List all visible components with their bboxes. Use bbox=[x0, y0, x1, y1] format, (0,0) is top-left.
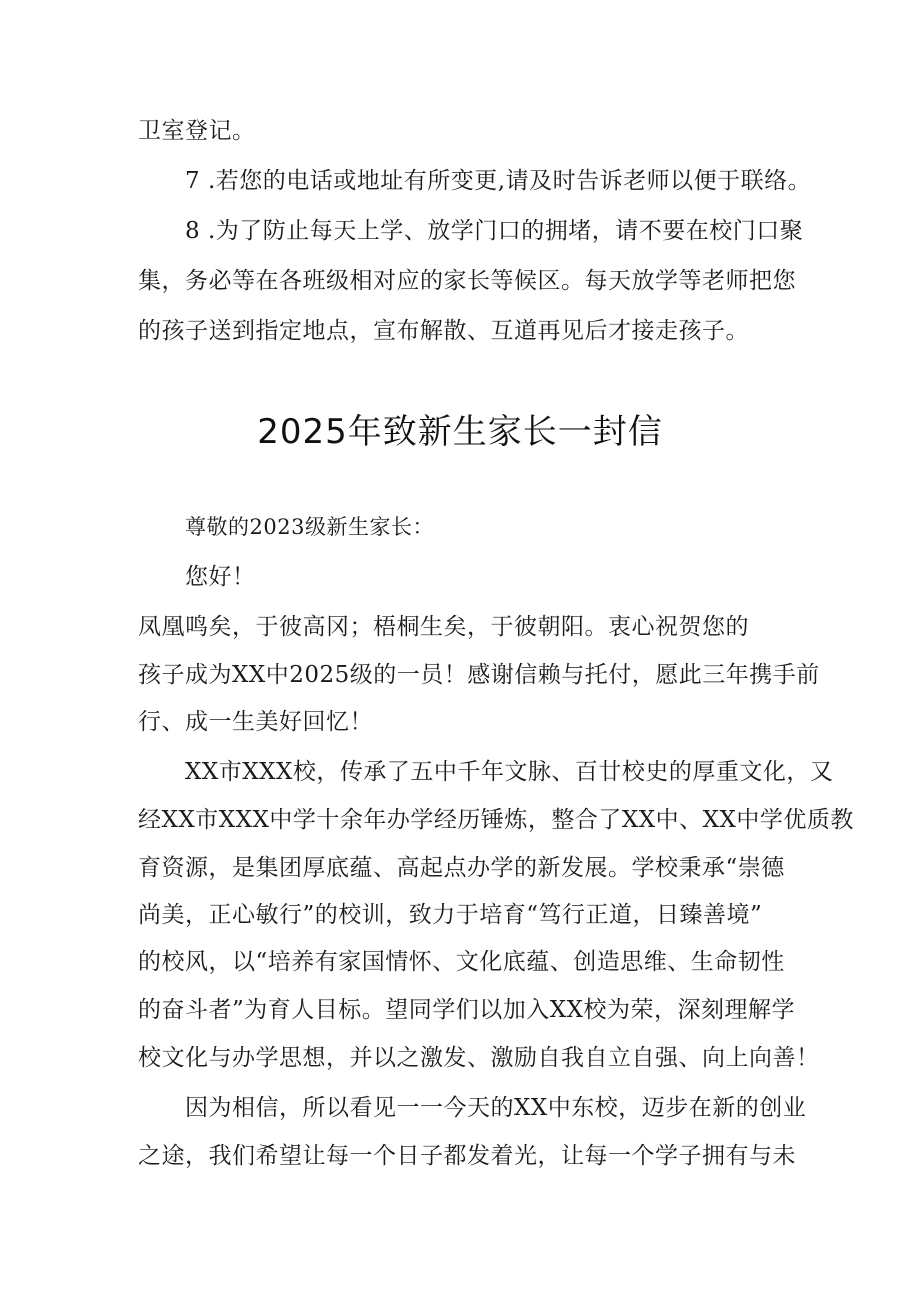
letter-text-line: 经XX市XXX中学十余年办学经历锤炼，整合了XX中、XX中学优质教 bbox=[138, 807, 854, 833]
letter-text-line: 凤凰鸣矣，于彼高冈；梧桐生矣，于彼朝阳。衷心祝贺您的 bbox=[138, 614, 749, 640]
letter-text-line: XX市XXX校，传承了五中千年文脉、百廿校史的厚重文化，又 bbox=[185, 759, 834, 785]
letter-text-line: 尚美，正心敏行”的校训，致力于培育“笃行正道，日臻善境” bbox=[138, 902, 763, 928]
prev-text-line: 集，务必等在各班级相对应的家长等候区。每天放学等老师把您 bbox=[138, 268, 796, 294]
letter-text-line: 孩子成为XX中2025级的一员！感谢信赖与托付，愿此三年携手前 bbox=[138, 662, 820, 688]
letter-text-line: 的校风，以“培养有家国情怀、文化底蕴、创造思维、生命韧性 bbox=[138, 949, 785, 975]
prev-text-line: 的孩子送到指定地点，宣布解散、互道再见后才接走孩子。 bbox=[138, 318, 749, 344]
letter-text-line: 的奋斗者”为育人目标。望同学们以加入XX校为荣，深刻理解学 bbox=[138, 997, 796, 1023]
letter-text-line: 之途，我们希望让每一个日子都发着光，让每一个学子拥有与未 bbox=[138, 1143, 796, 1169]
letter-text-line: 行、成一生美好回忆！ bbox=[138, 709, 373, 735]
prev-text-line: 卫室登记。 bbox=[138, 118, 256, 144]
letter-text-line: 校文化与办学思想，并以之激发、激励自我自立自强、向上向善！ bbox=[138, 1045, 820, 1071]
letter-text-line: 育资源，是集团厚底蕴、高起点办学的新发展。学校秉承“崇德 bbox=[138, 855, 785, 881]
letter-salutation: 尊敬的2023级新生家长： bbox=[185, 515, 434, 539]
letter-greeting: 您好！ bbox=[185, 564, 256, 590]
prev-text-line: 7 .若您的电话或地址有所变更,请及时告诉老师以便于联络。 bbox=[185, 168, 812, 194]
letter-text-line: 因为相信，所以看见一一今天的XX中东校，迈步在新的创业 bbox=[185, 1095, 807, 1121]
letter-title: 2025年致新生家长一封信 bbox=[257, 412, 663, 452]
prev-text-line: 8 .为了防止每天上学、放学门口的拥堵，请不要在校门口聚 bbox=[185, 218, 804, 244]
